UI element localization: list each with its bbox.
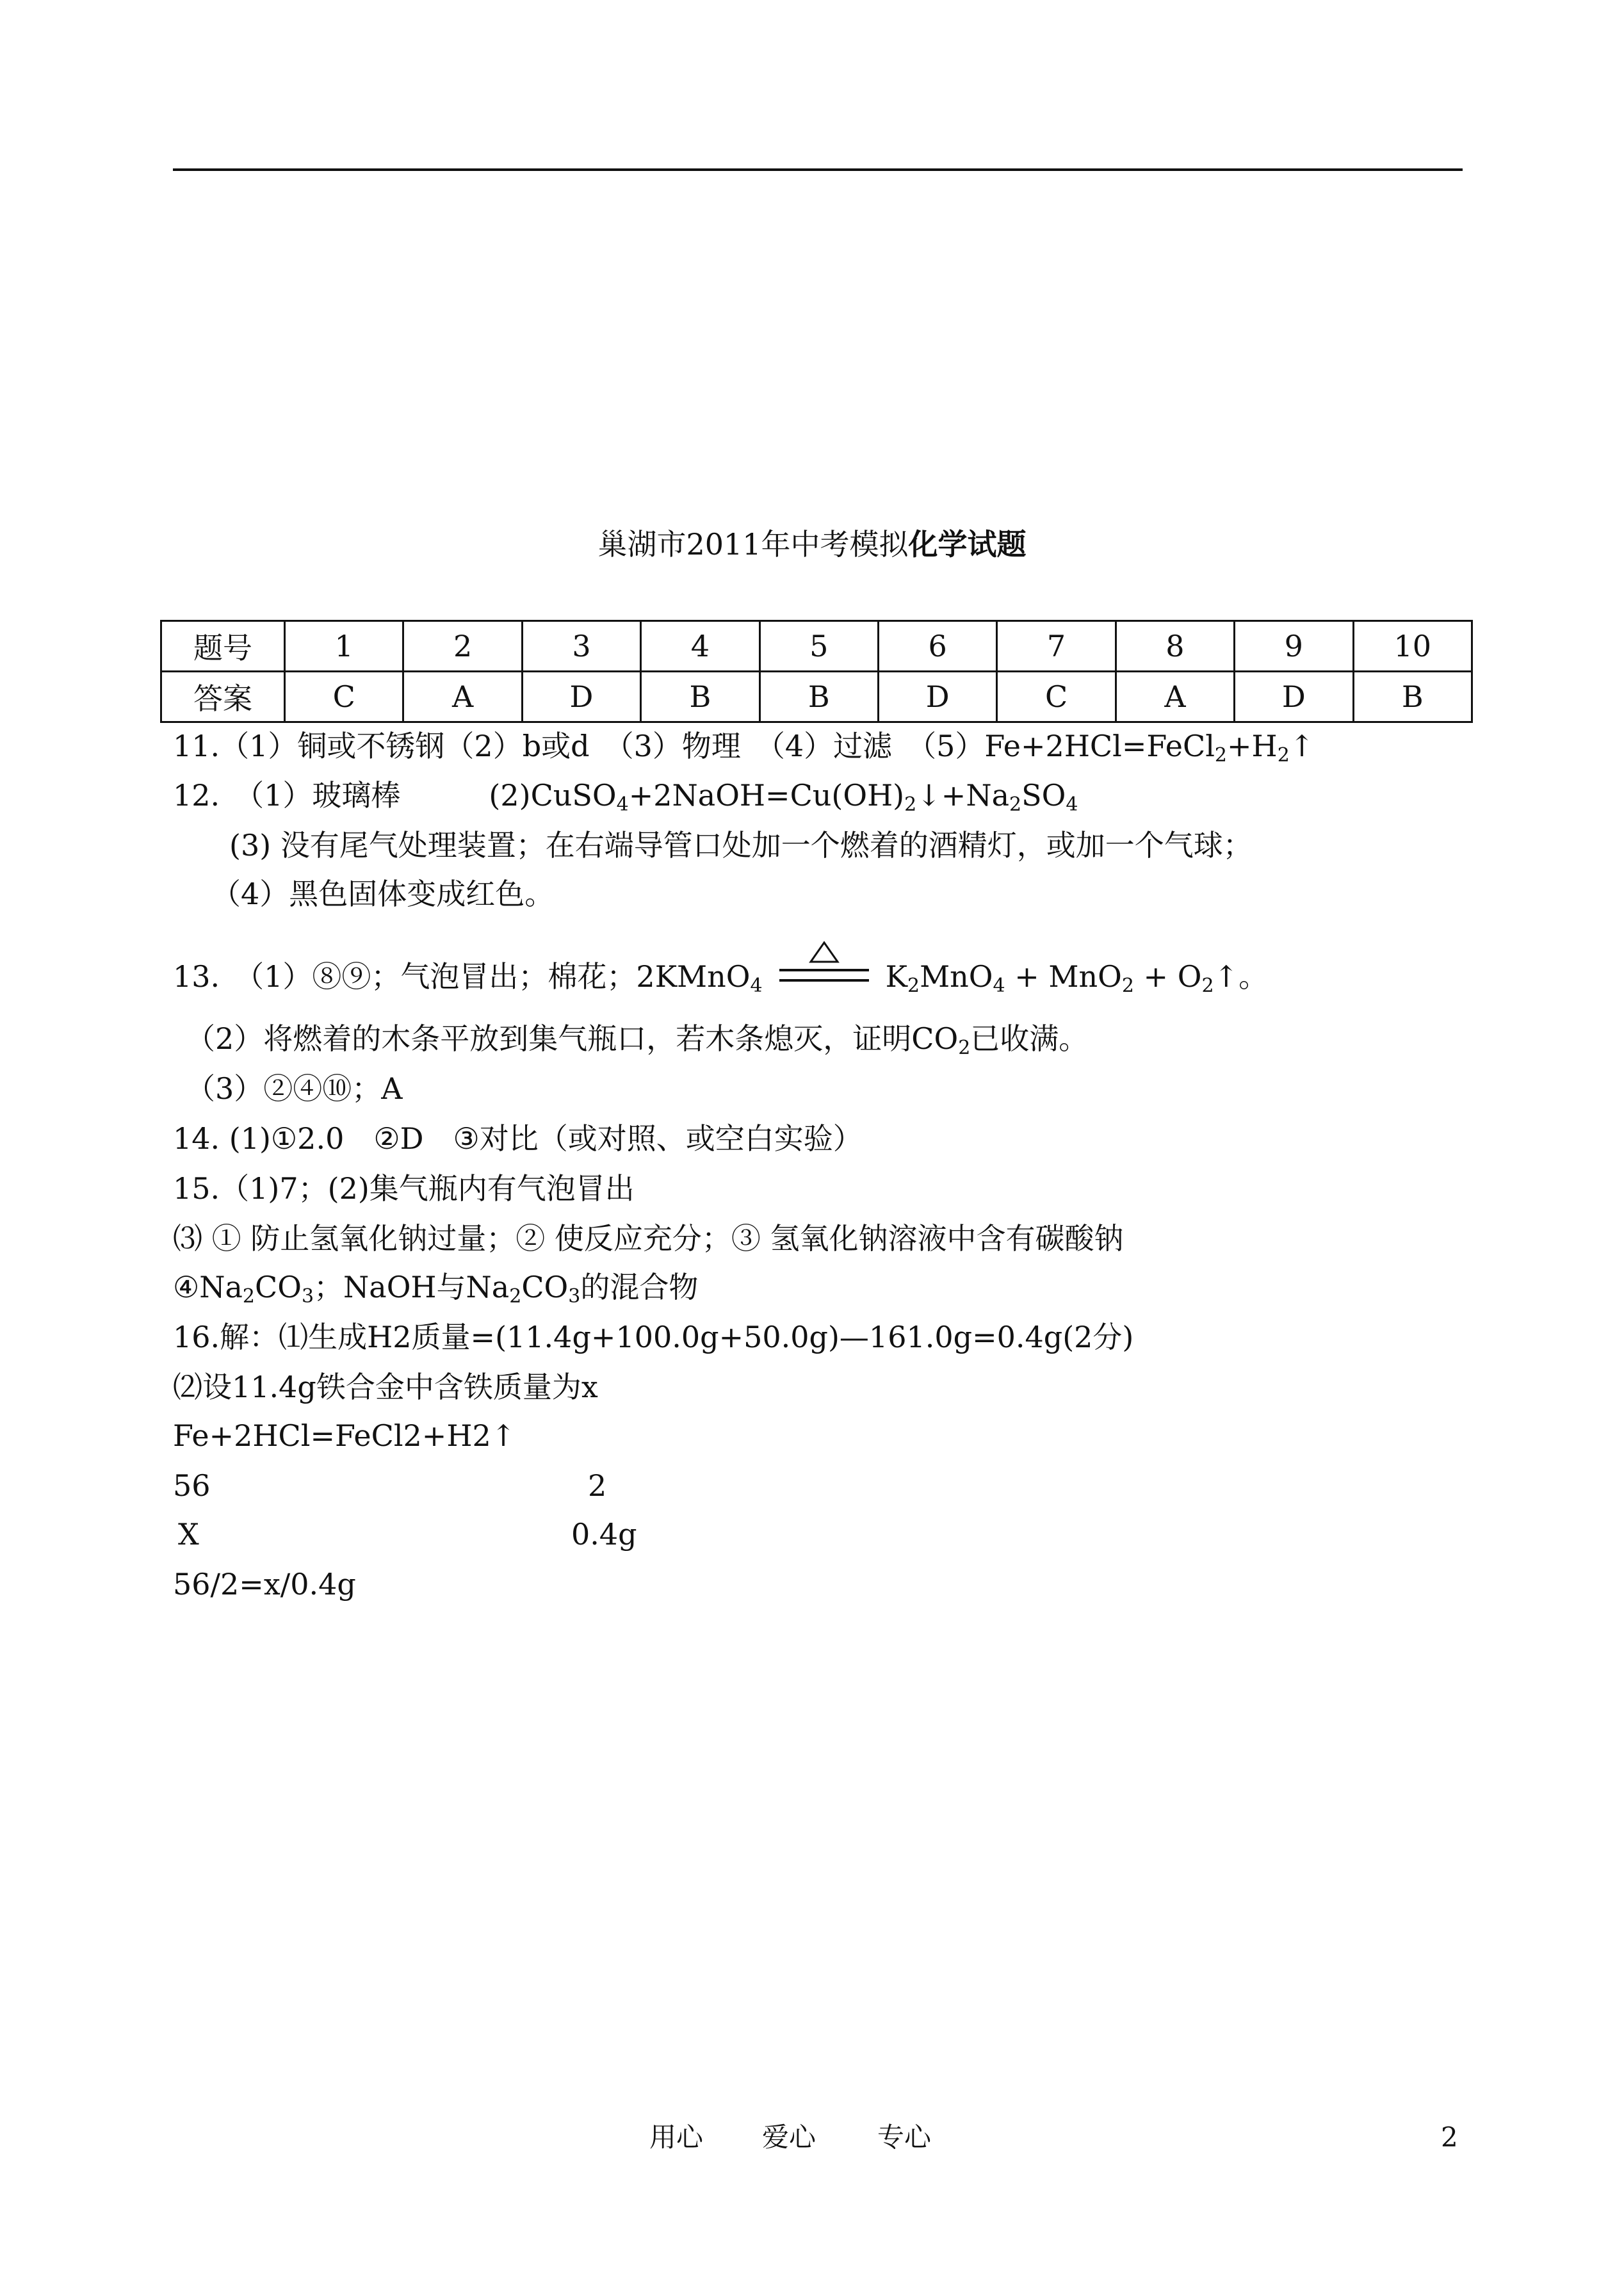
table-cell: B — [641, 672, 759, 722]
table-cell: 10 — [1353, 621, 1472, 672]
page-title — [0, 524, 1624, 565]
subscript: 2 — [904, 793, 917, 816]
answer-line-16-x: X — [178, 1517, 199, 1552]
table-cell: D — [522, 672, 640, 722]
table-cell: 6 — [878, 621, 996, 672]
table-cell: 9 — [1235, 621, 1353, 672]
table-cell: B — [1353, 672, 1472, 722]
answer-line-12-3: (3) 没有尾气处理装置；在右端导管口处加一个燃着的酒精灯，或加一个气球； — [229, 828, 1253, 863]
heat-equals-sign — [779, 966, 869, 992]
answer-line-12 — [173, 776, 1078, 815]
text: 的混合物 — [580, 1270, 699, 1304]
table-cell: A — [403, 672, 522, 722]
footer-text-2: 爱心 — [762, 2121, 816, 2153]
answer-table — [160, 620, 1473, 723]
answer-line-16-eq: Fe+2HCl=FeCl2+H2↑ — [173, 1418, 516, 1453]
subscript: 2 — [1277, 744, 1290, 766]
subscript: 2 — [958, 1037, 971, 1059]
table-cell: D — [1235, 672, 1353, 722]
text: SO — [1021, 778, 1066, 813]
page-number: 2 — [1441, 2121, 1458, 2153]
text: ↓+Na — [916, 778, 1009, 813]
text: ↑。 — [1214, 959, 1269, 994]
table-cell: 8 — [1116, 621, 1234, 672]
answer-line-16: 16.解：⑴生成H2质量=(11.4g+100.0g+50.0g)—161.0g=0.4g(2分) — [173, 1320, 1134, 1354]
answer-line-13-3: （3）②④⑩；A — [186, 1071, 403, 1106]
table-cell: 答案 — [161, 672, 285, 722]
subscript: 4 — [750, 975, 763, 997]
text: CO — [255, 1270, 302, 1304]
text: +H — [1227, 729, 1278, 763]
footer-text-3: 专心 — [877, 2121, 932, 2153]
text: + O — [1133, 959, 1202, 994]
subscript: 2 — [1121, 975, 1134, 997]
answer-line-11 — [173, 727, 1314, 765]
text: K — [885, 959, 907, 994]
subscript: 2 — [1009, 793, 1022, 816]
answer-line-14: 14. (1)①2.0 ②D ③对比（或对照、或空白实验） — [173, 1121, 863, 1156]
footer-text-1: 用心 — [649, 2121, 704, 2153]
subscript: 3 — [568, 1285, 581, 1308]
title-bold: 化学试题 — [908, 527, 1027, 562]
subscript: 4 — [616, 793, 629, 816]
answer-line-13-2 — [186, 1019, 1088, 1058]
answer-line-16-2v: 2 — [588, 1468, 607, 1503]
table-row-header — [161, 621, 1472, 672]
text: （2）将燃着的木条平放到集气瓶口，若木条熄灭，证明CO — [186, 1021, 959, 1056]
answer-line-16-04: 0.4g — [571, 1517, 637, 1552]
text: 11.（1）铜或不锈钢（2）b或d （3）物理 （4）过滤 （5）Fe+2HCl=FeCl — [173, 729, 1215, 763]
subscript: 2 — [242, 1285, 256, 1308]
subscript: 2 — [1214, 744, 1228, 766]
table-cell: 2 — [403, 621, 522, 672]
text: 13. （1）⑧⑨；气泡冒出；棉花；2KMnO — [173, 959, 751, 994]
table-cell: A — [1116, 672, 1234, 722]
text: ；NaOH与Na — [314, 1270, 510, 1304]
table-cell: D — [878, 672, 996, 722]
subscript: 3 — [301, 1285, 314, 1308]
subscript: 4 — [1066, 793, 1078, 816]
header-rule — [173, 168, 1463, 171]
subscript: 2 — [907, 975, 920, 997]
text: ④Na — [173, 1270, 243, 1304]
answer-line-12-4: （4）黑色固体变成红色。 — [211, 877, 555, 911]
table-cell: C — [285, 672, 403, 722]
answer-line-15-3: ⑶ ① 防止氢氧化钠过量；② 使反应充分；③ 氢氧化钠溶液中含有碳酸钠 — [173, 1221, 1124, 1256]
answer-line-16-56: 56 — [173, 1468, 211, 1503]
table-cell: 1 — [285, 621, 403, 672]
answer-line-15-4 — [173, 1268, 698, 1306]
title-normal: 巢湖市2011年中考模拟 — [597, 527, 909, 562]
table-cell: 题号 — [161, 621, 285, 672]
text: ↑ — [1289, 729, 1315, 763]
text: MnO — [920, 959, 993, 994]
table-cell: B — [759, 672, 878, 722]
table-cell: 4 — [641, 621, 759, 672]
text: + MnO — [1005, 959, 1122, 994]
text: 12. （1）玻璃棒 (2)CuSO — [173, 778, 617, 813]
text: 已收满。 — [970, 1021, 1089, 1056]
answer-line-13 — [173, 957, 1268, 996]
subscript: 2 — [1201, 975, 1214, 997]
answer-line-16-2: ⑵设11.4g铁合金中含铁质量为x — [173, 1370, 598, 1404]
text: +2NaOH=Cu(OH) — [628, 778, 905, 813]
heat-triangle-icon — [809, 941, 840, 964]
subscript: 2 — [509, 1285, 522, 1308]
subscript: 4 — [993, 975, 1005, 997]
table-row-answers — [161, 672, 1472, 722]
table-cell: 5 — [759, 621, 878, 672]
answer-line-15: 15.（1)7；(2)集气瓶内有气泡冒出 — [173, 1171, 635, 1206]
table-cell: C — [997, 672, 1116, 722]
text: CO — [521, 1270, 569, 1304]
answer-line-16-ratio: 56/2=x/0.4g — [173, 1567, 356, 1602]
table-cell: 7 — [997, 621, 1116, 672]
table-cell: 3 — [522, 621, 640, 672]
